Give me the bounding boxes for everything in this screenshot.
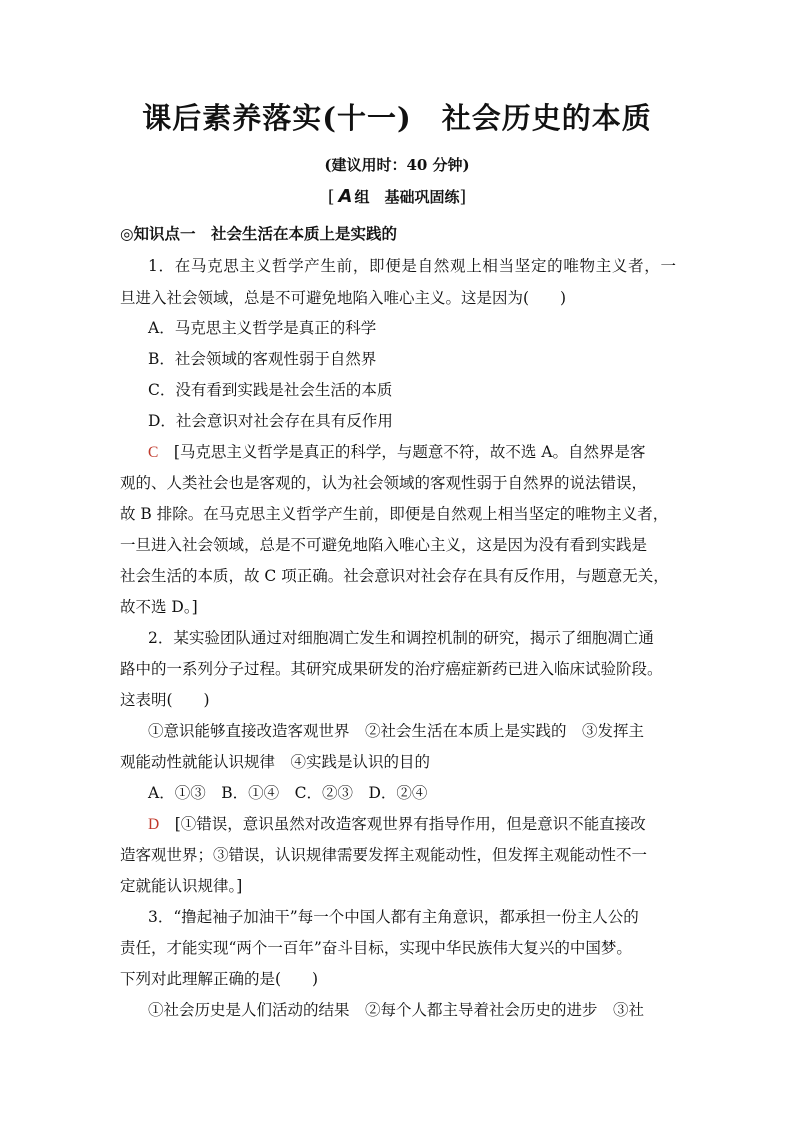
title-topic: 社会历史的本质 bbox=[441, 101, 652, 135]
q1-explanation-line: 观的、人类社会也是客观的，认为社会领域的客观性弱于自然界的说法错误， bbox=[120, 474, 648, 492]
q1-stem-line: 旦进入社会领域，总是不可避免地陷入唯心主义。这是因为( ) bbox=[120, 289, 567, 307]
q1-stem-line: 1．在马克思主义哲学产生前，即便是自然观上相当坚定的唯物主义者，一 bbox=[148, 257, 676, 275]
q2-stem-line: 2．某实验团队通过对细胞凋亡发生和调控机制的研究，揭示了细胞凋亡通 bbox=[148, 629, 654, 647]
q2-items-line: 观能动性就能认识规律 ④实践是认识的目的 bbox=[120, 753, 431, 771]
q1-option-a: A．马克思主义哲学是真正的科学 bbox=[148, 319, 377, 337]
q2-stem-line: 这表明( ) bbox=[120, 691, 210, 709]
q1-explanation-line: 故不选 D。] bbox=[120, 598, 198, 616]
q2-items-line: ①意识能够直接改造客观世界 ②社会生活在本质上是实践的 ③发挥主 bbox=[148, 722, 645, 740]
q2-explanation-line: 造客观世界；③错误，认识规律需要发挥主观能动性，但发挥主观能动性不一 bbox=[120, 846, 648, 864]
q2-answer-letter: D bbox=[148, 816, 160, 833]
q2-explanation-line: D [①错误，意识虽然对改造客观世界有指导作用，但是意识不能直接改 bbox=[148, 815, 646, 833]
q3-stem-line: 下列对此理解正确的是( ) bbox=[120, 970, 319, 988]
group-bracket-close: ] bbox=[459, 187, 467, 207]
q3-stem-line: 责任，才能实现“两个一百年”奋斗目标，实现中华民族伟大复兴的中国梦。 bbox=[120, 939, 632, 957]
q1-explanation-line: C [马克思主义哲学是真正的科学，与题意不符，故不选 A。自然界是客 bbox=[148, 443, 646, 461]
title-main: 课后素养落实(十一) bbox=[142, 101, 412, 135]
q1-explanation-line: 一旦进入社会领域，总是不可避免地陷入唯心主义，这是因为没有看到实践是 bbox=[120, 536, 648, 554]
group-heading bbox=[0, 186, 794, 207]
page-title bbox=[0, 96, 794, 137]
q3-stem-line: 3．“撸起袖子加油干”每一个中国人都有主角意识，都承担一份主人公的 bbox=[148, 908, 639, 926]
q2-stem-line: 路中的一系列分子过程。其研究成果研发的治疗癌症新药已进入临床试验阶段。 bbox=[120, 660, 663, 678]
q2-options: A．①③ B．①④ C．②③ D．②④ bbox=[148, 784, 428, 802]
suggested-time: (建议用时：40 分钟) bbox=[324, 156, 470, 174]
q1-option-c: C．没有看到实践是社会生活的本质 bbox=[148, 381, 393, 399]
q2-explanation-line: 定就能认识规律。] bbox=[120, 877, 243, 895]
knowledge-point-heading: ◎知识点一 社会生活在本质上是实践的 bbox=[120, 224, 398, 243]
q1-option-b: B．社会领域的客观性弱于自然界 bbox=[148, 350, 377, 368]
group-label: 组 基础巩固练 bbox=[354, 188, 460, 206]
group-bracket-open: [ bbox=[327, 187, 335, 207]
q1-explanation-line: 故 B 排除。在马克思主义哲学产生前，即便是自然观上相当坚定的唯物主义者， bbox=[120, 505, 669, 523]
group-a-badge: A bbox=[338, 186, 353, 207]
q1-answer-letter: C bbox=[148, 444, 159, 461]
q1-option-d: D．社会意识对社会存在具有反作用 bbox=[148, 412, 393, 430]
q1-explanation-line: 社会生活的本质，故 C 项正确。社会意识对社会存在具有反作用，与题意无关， bbox=[120, 567, 669, 585]
q3-items-line: ①社会历史是人们活动的结果 ②每个人都主导着社会历史的进步 ③社 bbox=[148, 1001, 645, 1019]
